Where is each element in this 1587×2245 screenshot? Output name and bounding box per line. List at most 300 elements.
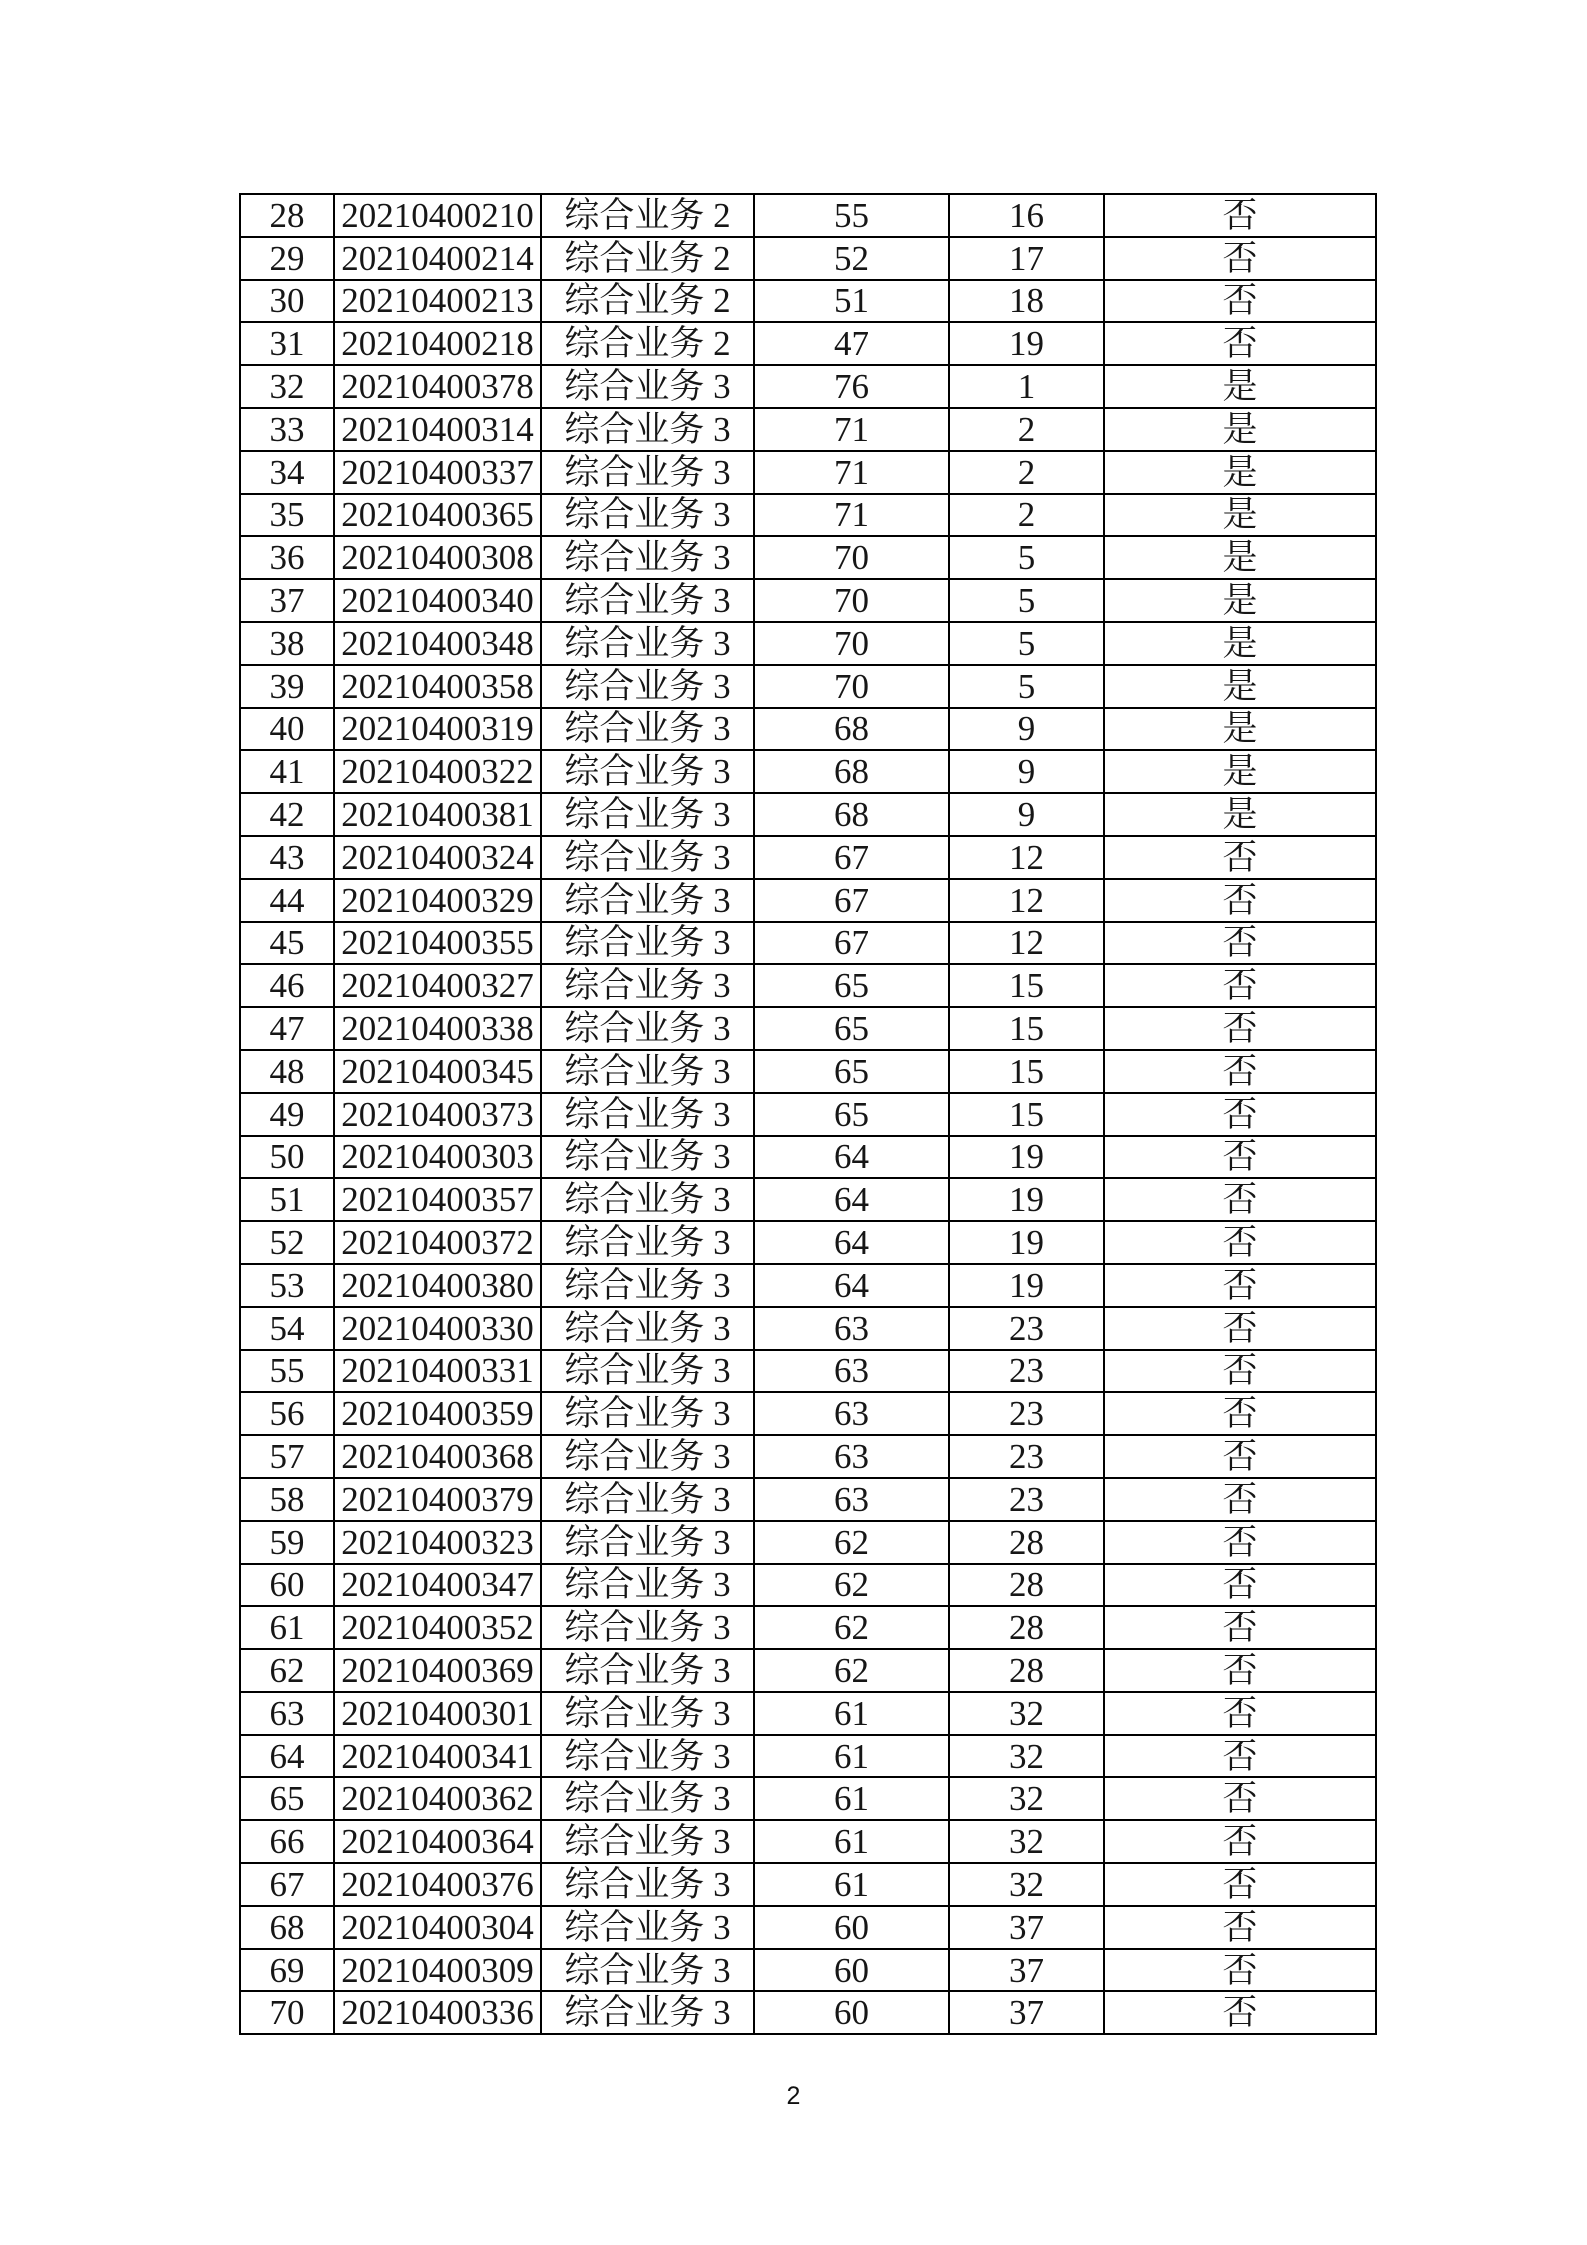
table-cell: 9 (949, 708, 1104, 751)
table-cell: 67 (754, 922, 949, 965)
table-cell: 12 (949, 836, 1104, 879)
table-cell: 否 (1104, 1392, 1376, 1435)
table-row (240, 836, 1376, 879)
table-cell: 48 (240, 1050, 334, 1093)
table-cell: 64 (240, 1735, 334, 1778)
table-row (240, 793, 1376, 836)
table-cell: 45 (240, 922, 334, 965)
table-cell: 64 (754, 1221, 949, 1264)
table-cell: 42 (240, 793, 334, 836)
table-cell: 综合业务 3 (541, 1136, 754, 1179)
table-cell: 61 (754, 1692, 949, 1735)
table-row (240, 622, 1376, 665)
table-cell: 20210400373 (334, 1093, 541, 1136)
table-cell: 综合业务 3 (541, 451, 754, 494)
table-cell: 44 (240, 879, 334, 922)
table-cell: 20210400362 (334, 1777, 541, 1820)
table-cell: 是 (1104, 536, 1376, 579)
table-cell: 否 (1104, 1521, 1376, 1564)
table-cell: 65 (240, 1777, 334, 1820)
table-cell: 20210400331 (334, 1350, 541, 1393)
table-cell: 60 (754, 1949, 949, 1992)
table-cell: 63 (240, 1692, 334, 1735)
table-cell: 否 (1104, 1991, 1376, 2034)
table-cell: 否 (1104, 194, 1376, 237)
table-row (240, 1093, 1376, 1136)
table-cell: 68 (754, 793, 949, 836)
table-cell: 67 (754, 879, 949, 922)
table-row (240, 1007, 1376, 1050)
table-cell: 综合业务 3 (541, 365, 754, 408)
table-cell: 是 (1104, 494, 1376, 537)
table-row (240, 879, 1376, 922)
table-cell: 20210400213 (334, 280, 541, 323)
table-row (240, 1178, 1376, 1221)
table-cell: 9 (949, 793, 1104, 836)
table-cell: 55 (754, 194, 949, 237)
score-table (239, 193, 1377, 2035)
table-row (240, 1307, 1376, 1350)
table-cell: 综合业务 3 (541, 1478, 754, 1521)
table-cell: 否 (1104, 1350, 1376, 1393)
table-cell: 综合业务 3 (541, 964, 754, 1007)
table-cell: 9 (949, 750, 1104, 793)
table-cell: 68 (754, 750, 949, 793)
table-cell: 67 (754, 836, 949, 879)
table-cell: 20210400218 (334, 322, 541, 365)
table-cell: 71 (754, 494, 949, 537)
table-row (240, 408, 1376, 451)
table-cell: 综合业务 3 (541, 1991, 754, 2034)
table-cell: 49 (240, 1093, 334, 1136)
table-row (240, 322, 1376, 365)
table-cell: 32 (949, 1777, 1104, 1820)
table-cell: 68 (240, 1906, 334, 1949)
table-cell: 20210400345 (334, 1050, 541, 1093)
table-row (240, 536, 1376, 579)
table-cell: 19 (949, 322, 1104, 365)
page-number: 2 (786, 2082, 801, 2110)
table-cell: 20210400347 (334, 1564, 541, 1607)
table-cell: 30 (240, 280, 334, 323)
table-cell: 20210400319 (334, 708, 541, 751)
table-cell: 20210400372 (334, 1221, 541, 1264)
table-cell: 否 (1104, 1564, 1376, 1607)
table-cell: 否 (1104, 964, 1376, 1007)
table-cell: 综合业务 3 (541, 1007, 754, 1050)
table-cell: 61 (754, 1777, 949, 1820)
table-cell: 否 (1104, 1606, 1376, 1649)
table-row (240, 365, 1376, 408)
table-row (240, 1991, 1376, 2034)
table-cell: 66 (240, 1820, 334, 1863)
table-cell: 70 (754, 579, 949, 622)
table-cell: 否 (1104, 1649, 1376, 1692)
table-cell: 61 (754, 1863, 949, 1906)
table-cell: 20210400348 (334, 622, 541, 665)
table-cell: 28 (949, 1649, 1104, 1692)
table-cell: 63 (754, 1350, 949, 1393)
table-cell: 63 (754, 1392, 949, 1435)
table-cell: 20210400214 (334, 237, 541, 280)
table-cell: 综合业务 2 (541, 194, 754, 237)
table-row (240, 1435, 1376, 1478)
table-cell: 62 (754, 1564, 949, 1607)
table-cell: 20210400210 (334, 194, 541, 237)
table-cell: 综合业务 3 (541, 1606, 754, 1649)
table-cell: 47 (240, 1007, 334, 1050)
table-cell: 综合业务 3 (541, 836, 754, 879)
table-cell: 16 (949, 194, 1104, 237)
table-cell: 63 (754, 1478, 949, 1521)
table-cell: 64 (754, 1178, 949, 1221)
table-cell: 否 (1104, 322, 1376, 365)
table-cell: 综合业务 3 (541, 708, 754, 751)
table-cell: 综合业务 3 (541, 1392, 754, 1435)
table-cell: 47 (754, 322, 949, 365)
table-row (240, 1264, 1376, 1307)
score-table-body (240, 194, 1376, 2034)
table-row (240, 1949, 1376, 1992)
table-row (240, 1221, 1376, 1264)
table-cell: 64 (754, 1136, 949, 1179)
table-cell: 综合业务 3 (541, 750, 754, 793)
table-cell: 52 (754, 237, 949, 280)
table-cell: 20210400341 (334, 1735, 541, 1778)
table-cell: 20210400357 (334, 1178, 541, 1221)
table-cell: 70 (754, 665, 949, 708)
table-cell: 17 (949, 237, 1104, 280)
table-cell: 20210400337 (334, 451, 541, 494)
table-cell: 否 (1104, 922, 1376, 965)
table-cell: 54 (240, 1307, 334, 1350)
table-cell: 是 (1104, 622, 1376, 665)
table-row (240, 1521, 1376, 1564)
table-cell: 综合业务 3 (541, 1692, 754, 1735)
table-cell: 60 (754, 1906, 949, 1949)
table-cell: 是 (1104, 451, 1376, 494)
table-cell: 20210400314 (334, 408, 541, 451)
table-cell: 是 (1104, 408, 1376, 451)
table-row (240, 579, 1376, 622)
table-cell: 20210400358 (334, 665, 541, 708)
table-cell: 否 (1104, 1435, 1376, 1478)
table-cell: 61 (754, 1820, 949, 1863)
table-cell: 20210400301 (334, 1692, 541, 1735)
table-cell: 否 (1104, 1178, 1376, 1221)
table-cell: 是 (1104, 579, 1376, 622)
table-cell: 否 (1104, 280, 1376, 323)
table-row (240, 451, 1376, 494)
table-cell: 否 (1104, 879, 1376, 922)
table-cell: 60 (754, 1991, 949, 2034)
table-cell: 是 (1104, 365, 1376, 408)
table-cell: 68 (754, 708, 949, 751)
table-cell: 综合业务 3 (541, 494, 754, 537)
table-row (240, 1777, 1376, 1820)
table-row (240, 665, 1376, 708)
table-cell: 否 (1104, 1093, 1376, 1136)
table-cell: 28 (949, 1564, 1104, 1607)
table-cell: 62 (754, 1521, 949, 1564)
table-cell: 71 (754, 451, 949, 494)
table-cell: 2 (949, 494, 1104, 537)
table-cell: 61 (240, 1606, 334, 1649)
table-cell: 20210400368 (334, 1435, 541, 1478)
table-cell: 否 (1104, 1820, 1376, 1863)
table-cell: 综合业务 3 (541, 1264, 754, 1307)
table-cell: 12 (949, 922, 1104, 965)
table-cell: 是 (1104, 665, 1376, 708)
table-cell: 19 (949, 1136, 1104, 1179)
table-row (240, 1863, 1376, 1906)
table-cell: 19 (949, 1221, 1104, 1264)
table-cell: 综合业务 3 (541, 579, 754, 622)
table-cell: 65 (754, 1093, 949, 1136)
table-cell: 20210400338 (334, 1007, 541, 1050)
table-cell: 否 (1104, 1906, 1376, 1949)
table-row (240, 494, 1376, 537)
table-cell: 5 (949, 622, 1104, 665)
table-cell: 39 (240, 665, 334, 708)
table-cell: 20210400323 (334, 1521, 541, 1564)
table-cell: 20210400352 (334, 1606, 541, 1649)
table-cell: 综合业务 2 (541, 322, 754, 365)
table-row (240, 1606, 1376, 1649)
table-cell: 46 (240, 964, 334, 1007)
table-row (240, 1350, 1376, 1393)
table-cell: 综合业务 3 (541, 408, 754, 451)
table-cell: 20210400309 (334, 1949, 541, 1992)
table-row (240, 1692, 1376, 1735)
table-cell: 64 (754, 1264, 949, 1307)
table-cell: 65 (754, 964, 949, 1007)
table-cell: 38 (240, 622, 334, 665)
table-cell: 1 (949, 365, 1104, 408)
table-cell: 否 (1104, 1007, 1376, 1050)
table-row (240, 1820, 1376, 1863)
table-cell: 19 (949, 1264, 1104, 1307)
table-cell: 18 (949, 280, 1104, 323)
table-cell: 62 (754, 1606, 949, 1649)
table-cell: 57 (240, 1435, 334, 1478)
table-cell: 35 (240, 494, 334, 537)
table-row (240, 1050, 1376, 1093)
table-row (240, 1478, 1376, 1521)
table-cell: 综合业务 3 (541, 1050, 754, 1093)
table-cell: 2 (949, 451, 1104, 494)
table-cell: 33 (240, 408, 334, 451)
table-cell: 69 (240, 1949, 334, 1992)
table-cell: 37 (240, 579, 334, 622)
table-row (240, 1649, 1376, 1692)
table-cell: 70 (754, 622, 949, 665)
table-cell: 20210400369 (334, 1649, 541, 1692)
table-cell: 70 (240, 1991, 334, 2034)
table-cell: 29 (240, 237, 334, 280)
table-cell: 71 (754, 408, 949, 451)
table-cell: 23 (949, 1307, 1104, 1350)
table-cell: 否 (1104, 1136, 1376, 1179)
table-cell: 综合业务 3 (541, 879, 754, 922)
table-cell: 23 (949, 1350, 1104, 1393)
table-cell: 34 (240, 451, 334, 494)
table-cell: 20210400308 (334, 536, 541, 579)
table-cell: 综合业务 3 (541, 1564, 754, 1607)
table-cell: 是 (1104, 750, 1376, 793)
table-cell: 59 (240, 1521, 334, 1564)
table-cell: 综合业务 3 (541, 1735, 754, 1778)
table-cell: 综合业务 3 (541, 1350, 754, 1393)
table-cell: 综合业务 3 (541, 1649, 754, 1692)
table-cell: 综合业务 3 (541, 1906, 754, 1949)
table-cell: 67 (240, 1863, 334, 1906)
table-cell: 否 (1104, 836, 1376, 879)
table-cell: 否 (1104, 1949, 1376, 1992)
table-cell: 20210400336 (334, 1991, 541, 2034)
table-cell: 综合业务 3 (541, 1435, 754, 1478)
table-cell: 20210400327 (334, 964, 541, 1007)
table-cell: 52 (240, 1221, 334, 1264)
table-cell: 41 (240, 750, 334, 793)
table-cell: 32 (949, 1863, 1104, 1906)
table-cell: 20210400322 (334, 750, 541, 793)
table-cell: 20210400378 (334, 365, 541, 408)
table-cell: 70 (754, 536, 949, 579)
table-cell: 否 (1104, 1863, 1376, 1906)
table-cell: 综合业务 3 (541, 1777, 754, 1820)
table-cell: 综合业务 3 (541, 793, 754, 836)
table-cell: 65 (754, 1050, 949, 1093)
table-cell: 20210400303 (334, 1136, 541, 1179)
table-cell: 32 (240, 365, 334, 408)
table-cell: 51 (754, 280, 949, 323)
table-row (240, 1564, 1376, 1607)
table-cell: 37 (949, 1906, 1104, 1949)
table-cell: 综合业务 3 (541, 1221, 754, 1264)
table-cell: 15 (949, 1050, 1104, 1093)
table-cell: 37 (949, 1949, 1104, 1992)
table-cell: 15 (949, 964, 1104, 1007)
table-cell: 12 (949, 879, 1104, 922)
table-cell: 28 (240, 194, 334, 237)
table-cell: 否 (1104, 1777, 1376, 1820)
table-cell: 否 (1104, 237, 1376, 280)
table-cell: 20210400364 (334, 1820, 541, 1863)
table-row (240, 1735, 1376, 1778)
table-cell: 20210400381 (334, 793, 541, 836)
table-cell: 31 (240, 322, 334, 365)
table-cell: 否 (1104, 1478, 1376, 1521)
table-row (240, 1136, 1376, 1179)
table-row (240, 708, 1376, 751)
table-cell: 综合业务 2 (541, 237, 754, 280)
table-cell: 2 (949, 408, 1104, 451)
table-cell: 20210400340 (334, 579, 541, 622)
table-cell: 32 (949, 1692, 1104, 1735)
table-cell: 是 (1104, 793, 1376, 836)
table-row (240, 280, 1376, 323)
table-cell: 综合业务 3 (541, 665, 754, 708)
table-cell: 43 (240, 836, 334, 879)
table-cell: 20210400324 (334, 836, 541, 879)
table-cell: 56 (240, 1392, 334, 1435)
table-cell: 15 (949, 1007, 1104, 1050)
table-cell: 63 (754, 1435, 949, 1478)
table-cell: 19 (949, 1178, 1104, 1221)
table-cell: 20210400365 (334, 494, 541, 537)
table-cell: 36 (240, 536, 334, 579)
table-cell: 28 (949, 1606, 1104, 1649)
table-cell: 23 (949, 1435, 1104, 1478)
table-cell: 62 (754, 1649, 949, 1692)
table-cell: 是 (1104, 708, 1376, 751)
table-cell: 20210400379 (334, 1478, 541, 1521)
table-cell: 综合业务 3 (541, 1949, 754, 1992)
table-cell: 28 (949, 1521, 1104, 1564)
table-row (240, 922, 1376, 965)
table-cell: 63 (754, 1307, 949, 1350)
table-cell: 综合业务 3 (541, 1820, 754, 1863)
table-cell: 51 (240, 1178, 334, 1221)
table-row (240, 1392, 1376, 1435)
table-row (240, 1906, 1376, 1949)
table-cell: 5 (949, 579, 1104, 622)
table-cell: 综合业务 3 (541, 536, 754, 579)
table-cell: 综合业务 3 (541, 1863, 754, 1906)
table-cell: 20210400329 (334, 879, 541, 922)
table-cell: 否 (1104, 1050, 1376, 1093)
table-cell: 综合业务 3 (541, 1307, 754, 1350)
table-cell: 23 (949, 1392, 1104, 1435)
table-cell: 5 (949, 536, 1104, 579)
table-cell: 综合业务 3 (541, 1521, 754, 1564)
table-cell: 37 (949, 1991, 1104, 2034)
table-row (240, 237, 1376, 280)
table-cell: 32 (949, 1735, 1104, 1778)
table-cell: 综合业务 3 (541, 622, 754, 665)
table-row (240, 194, 1376, 237)
table-cell: 20210400355 (334, 922, 541, 965)
table-cell: 否 (1104, 1692, 1376, 1735)
table-cell: 20210400359 (334, 1392, 541, 1435)
table-cell: 61 (754, 1735, 949, 1778)
table-cell: 20210400330 (334, 1307, 541, 1350)
table-cell: 否 (1104, 1307, 1376, 1350)
table-cell: 62 (240, 1649, 334, 1692)
table-cell: 20210400380 (334, 1264, 541, 1307)
table-cell: 综合业务 3 (541, 1093, 754, 1136)
table-cell: 20210400376 (334, 1863, 541, 1906)
table-cell: 58 (240, 1478, 334, 1521)
table-cell: 15 (949, 1093, 1104, 1136)
table-cell: 否 (1104, 1221, 1376, 1264)
table-cell: 否 (1104, 1264, 1376, 1307)
table-cell: 20210400304 (334, 1906, 541, 1949)
table-cell: 65 (754, 1007, 949, 1050)
table-cell: 53 (240, 1264, 334, 1307)
table-cell: 32 (949, 1820, 1104, 1863)
table-cell: 76 (754, 365, 949, 408)
table-cell: 综合业务 3 (541, 1178, 754, 1221)
table-cell: 综合业务 2 (541, 280, 754, 323)
table-cell: 否 (1104, 1735, 1376, 1778)
table-cell: 综合业务 3 (541, 922, 754, 965)
table-row (240, 750, 1376, 793)
table-cell: 5 (949, 665, 1104, 708)
table-cell: 60 (240, 1564, 334, 1607)
table-cell: 23 (949, 1478, 1104, 1521)
